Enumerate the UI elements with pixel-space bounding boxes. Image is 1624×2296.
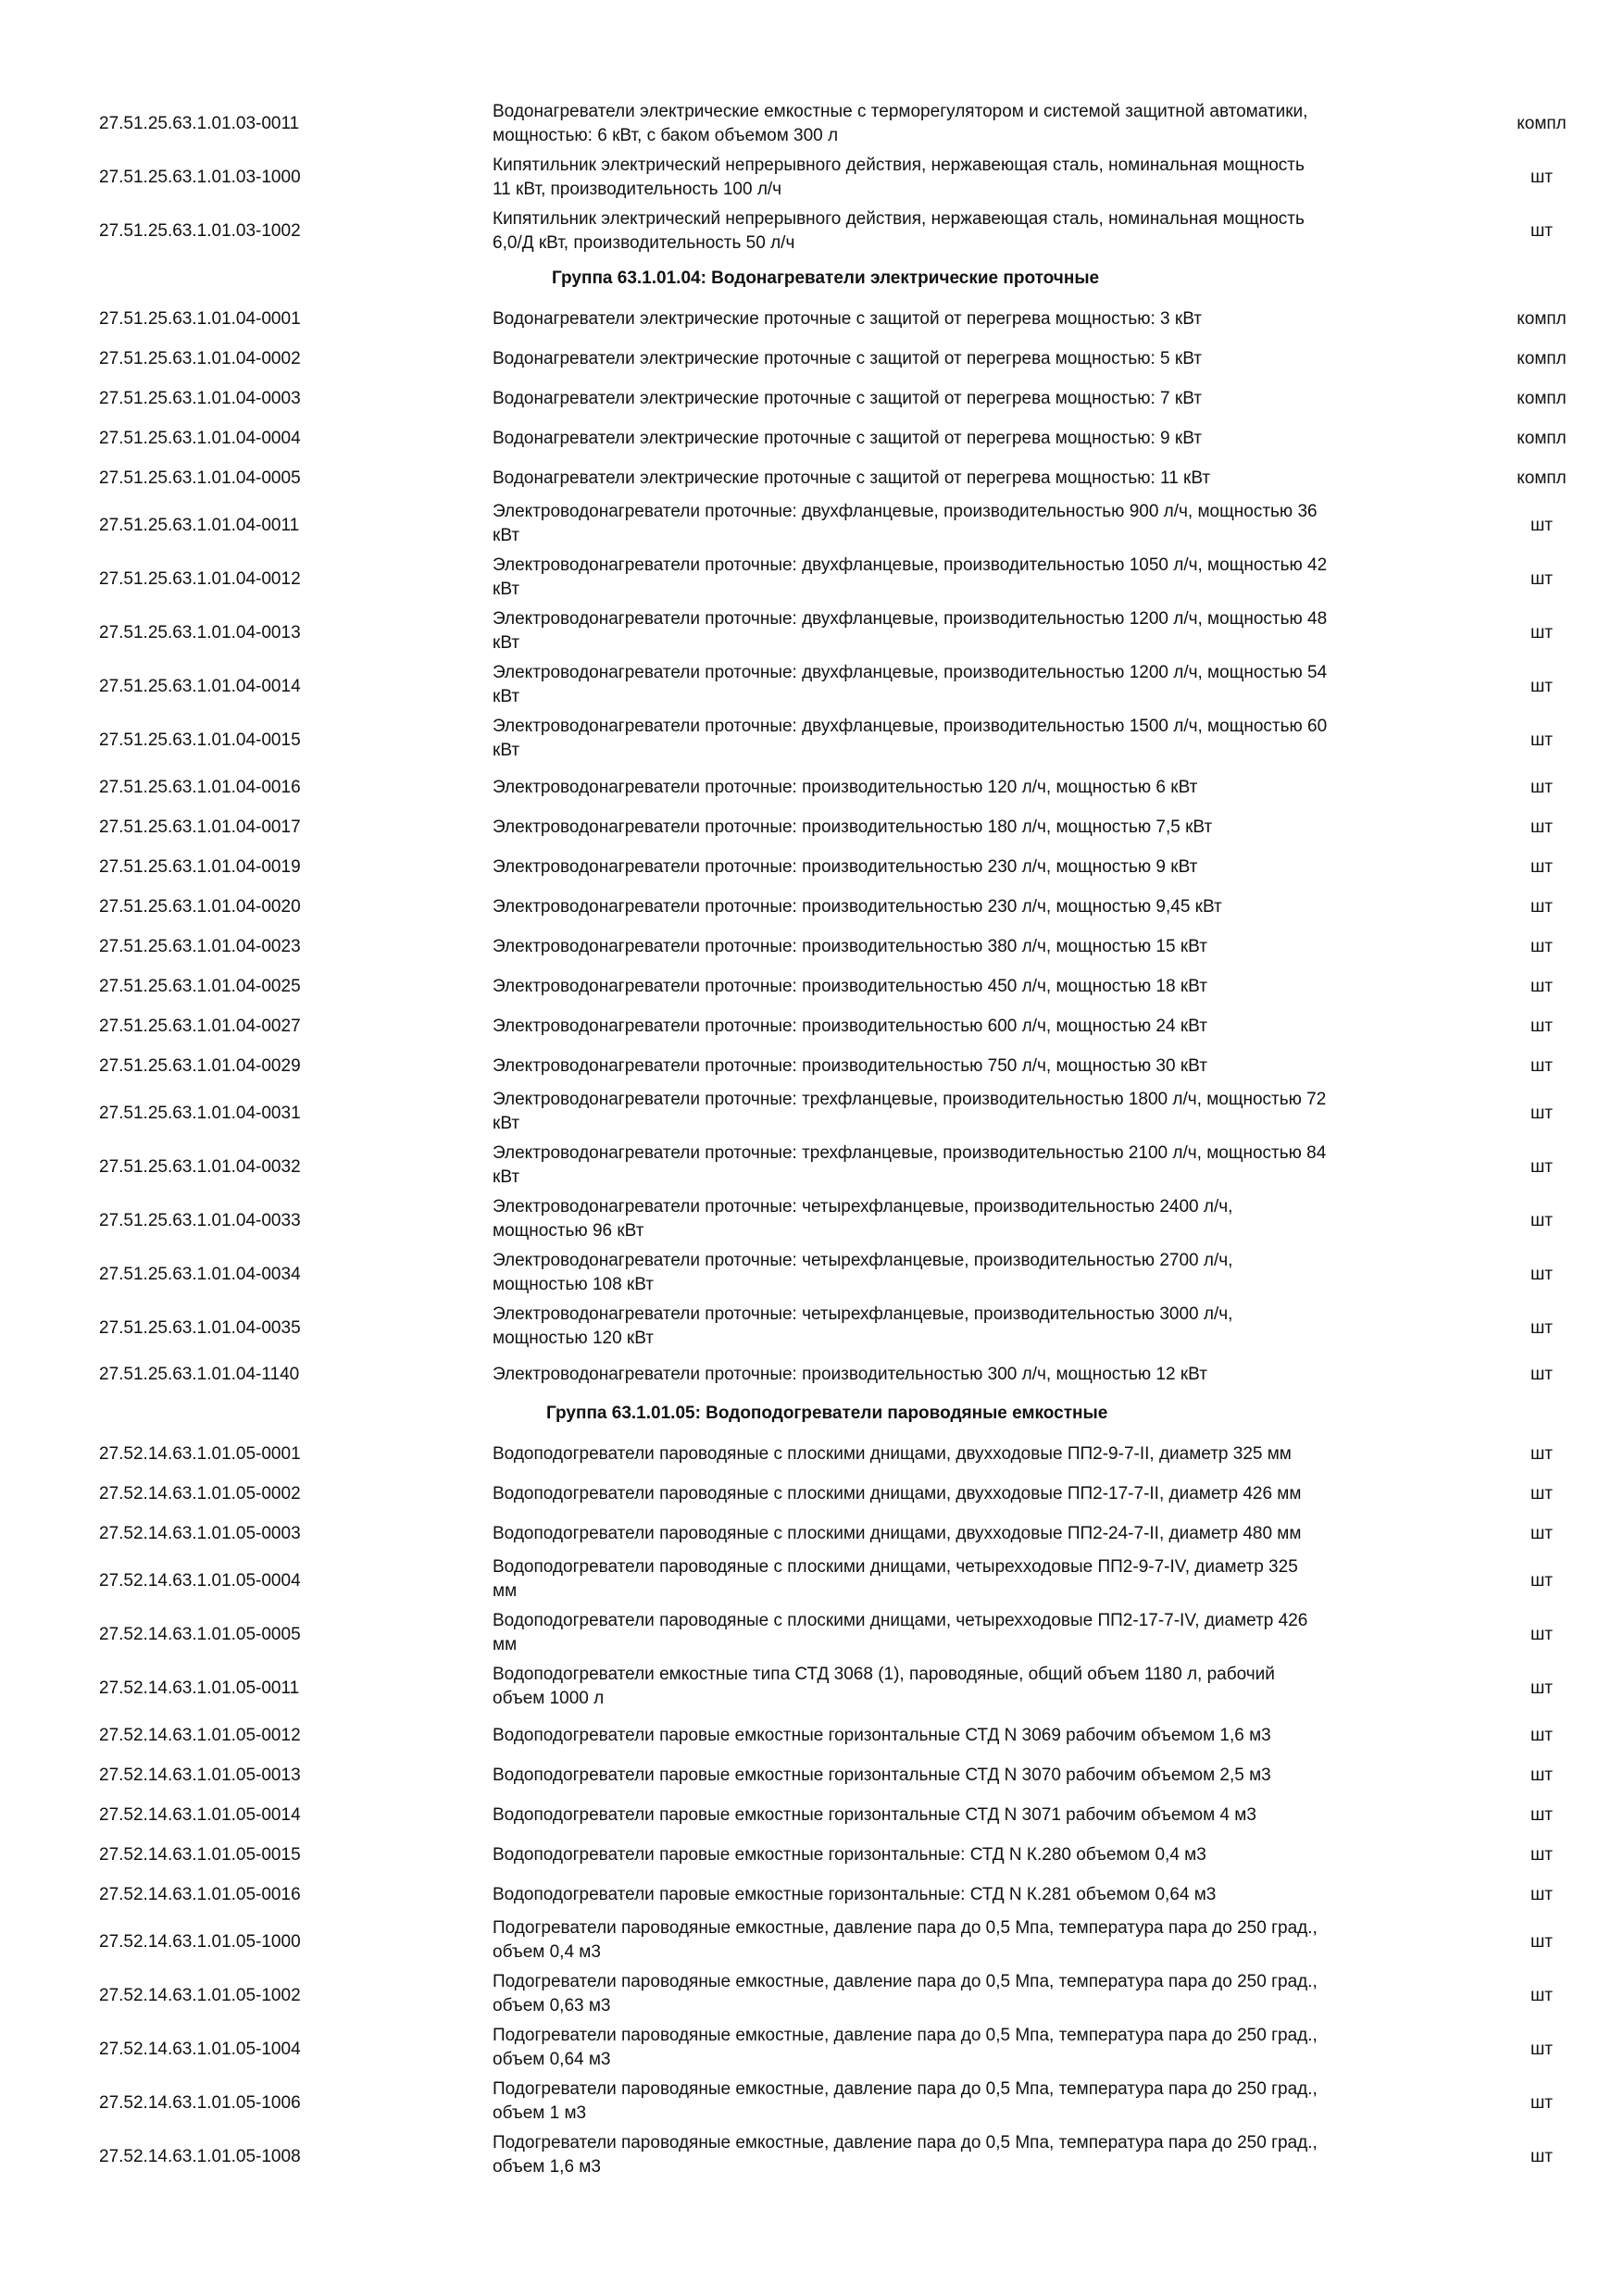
item-unit: шт (1530, 1484, 1553, 1504)
item-description: Водоподогреватели паровые емкостные горизонтальные СТД N 3069 рабочим объемом 1,6 м3 (493, 1726, 1271, 1745)
item-code: 27.51.25.63.1.01.04-0011 (99, 516, 300, 535)
item-unit: шт (1530, 2040, 1553, 2059)
item-description: Электроводонагреватели проточные: трехфланцевые, производительностью 2100 л/ч, мощностью 84 кВт (493, 1143, 1327, 1187)
item-description: Кипятильник электрический непрерывного действия, нержавеющая сталь, номинальная мощность 11 кВт, производительность 100 л/ч (493, 156, 1305, 199)
item-code: 27.51.25.63.1.01.04-0012 (99, 569, 301, 589)
item-code: 27.51.25.63.1.01.04-0013 (99, 623, 301, 643)
item-code: 27.52.14.63.1.01.05-0013 (99, 1766, 301, 1785)
item-unit: шт (1530, 1365, 1553, 1384)
item-code: 27.51.25.63.1.01.04-1140 (99, 1365, 300, 1384)
item-description: Подогреватели пароводяные емкостные, давление пара до 0,5 Мпа, температура пара до 250 град., объем 1 м3 (493, 2079, 1318, 2123)
item-unit: шт (1530, 2093, 1553, 2113)
item-code: 27.51.25.63.1.01.04-0002 (99, 349, 301, 368)
item-description: Водонагреватели электрические проточные с защитой от перегрева мощностью: 9 кВт (493, 429, 1202, 448)
item-code: 27.51.25.63.1.01.04-0004 (99, 429, 301, 448)
item-description: Водоподогреватели паровые емкостные горизонтальные СТД N 3070 рабочим объемом 2,5 м3 (493, 1766, 1271, 1785)
item-code: 27.51.25.63.1.01.04-0027 (99, 1017, 301, 1036)
item-unit: шт (1530, 937, 1553, 956)
item-unit: шт (1530, 857, 1553, 877)
item-code: 27.52.14.63.1.01.05-1004 (99, 2040, 301, 2059)
item-unit: шт (1530, 1524, 1553, 1543)
item-code: 27.52.14.63.1.01.05-0005 (99, 1625, 301, 1644)
item-unit: шт (1530, 1211, 1553, 1230)
item-unit: шт (1530, 1017, 1553, 1036)
item-code: 27.52.14.63.1.01.05-0002 (99, 1484, 301, 1504)
item-code: 27.52.14.63.1.01.05-1000 (99, 1932, 301, 1952)
item-unit: компл (1517, 468, 1567, 488)
item-code: 27.52.14.63.1.01.05-0014 (99, 1805, 301, 1825)
item-description: Электроводонагреватели проточные: четырехфланцевые, производительностью 2700 л/ч, мощностью 108 кВт (493, 1251, 1233, 1294)
item-code: 27.51.25.63.1.01.04-0033 (99, 1211, 301, 1230)
item-code: 27.51.25.63.1.01.04-0016 (99, 778, 301, 797)
item-description: Водонагреватели электрические емкостные с терморегулятором и системой защитной автоматики, мощностью: 6 кВт, с баком объемом 300 л (493, 102, 1308, 145)
item-unit: шт (1530, 569, 1553, 589)
item-unit: компл (1517, 114, 1567, 133)
item-description: Электроводонагреватели проточные: четырехфланцевые, производительностью 3000 л/ч, мощностью 120 кВт (493, 1304, 1233, 1348)
item-description: Электроводонагреватели проточные: производительностью 230 л/ч, мощностью 9 кВт (493, 857, 1198, 877)
item-description: Водоподогреватели паровые емкостные горизонтальные: СТД N К.280 объемом 0,4 м3 (493, 1845, 1206, 1865)
item-description: Электроводонагреватели проточные: двухфланцевые, производительностью 1500 л/ч, мощностью 60 кВт (493, 717, 1328, 760)
item-code: 27.51.25.63.1.01.04-0025 (99, 977, 301, 996)
item-code: 27.52.14.63.1.01.05-0015 (99, 1845, 301, 1865)
item-code: 27.51.25.63.1.01.03-0011 (99, 114, 300, 133)
item-unit: шт (1530, 2147, 1553, 2166)
item-description: Водонагреватели электрические проточные с защитой от перегрева мощностью: 11 кВт (493, 468, 1211, 488)
item-unit: шт (1530, 168, 1553, 187)
item-unit: шт (1530, 516, 1553, 535)
item-description: Электроводонагреватели проточные: производительностью 380 л/ч, мощностью 15 кВт (493, 937, 1207, 956)
item-description: Электроводонагреватели проточные: двухфланцевые, производительностью 1050 л/ч, мощностью 42 кВт (493, 555, 1328, 599)
item-code: 27.52.14.63.1.01.05-0001 (99, 1444, 301, 1464)
item-unit: шт (1530, 221, 1553, 241)
item-description: Электроводонагреватели проточные: двухфланцевые, производительностью 1200 л/ч, мощностью 54 кВт (493, 663, 1328, 706)
item-code: 27.51.25.63.1.01.04-0001 (99, 309, 301, 329)
group-heading-text: Группа 63.1.01.05: Водоподогреватели пароводяные емкостные (546, 1404, 1108, 1423)
item-code: 27.51.25.63.1.01.04-0035 (99, 1318, 301, 1338)
item-code: 27.51.25.63.1.01.04-0032 (99, 1157, 301, 1177)
item-code: 27.52.14.63.1.01.05-0011 (99, 1678, 300, 1698)
item-unit: компл (1517, 349, 1567, 368)
item-code: 27.52.14.63.1.01.05-0003 (99, 1524, 301, 1543)
item-description: Подогреватели пароводяные емкостные, давление пара до 0,5 Мпа, температура пара до 250 град., объем 1,6 м3 (493, 2133, 1318, 2177)
item-code: 27.51.25.63.1.01.04-0005 (99, 468, 301, 488)
item-description: Водонагреватели электрические проточные с защитой от перегрева мощностью: 7 кВт (493, 389, 1202, 408)
item-description: Водоподогреватели пароводяные с плоскими днищами, четырехходовые ПП2-9-7-IV, диаметр 325 мм (493, 1557, 1298, 1601)
item-description: Кипятильник электрический непрерывного действия, нержавеющая сталь, номинальная мощность 6,0/Д кВт, производительность 50 л/ч (493, 209, 1305, 253)
item-description: Электроводонагреватели проточные: производительностью 120 л/ч, мощностью 6 кВт (493, 778, 1198, 797)
item-code: 27.51.25.63.1.01.04-0020 (99, 897, 301, 917)
item-code: 27.51.25.63.1.01.03-1002 (99, 221, 301, 241)
item-description: Электроводонагреватели проточные: четырехфланцевые, производительностью 2400 л/ч, мощностью 96 кВт (493, 1197, 1233, 1241)
item-code: 27.51.25.63.1.01.04-0023 (99, 937, 301, 956)
item-description: Электроводонагреватели проточные: производительностью 450 л/ч, мощностью 18 кВт (493, 977, 1207, 996)
item-description: Электроводонагреватели проточные: двухфланцевые, производительностью 1200 л/ч, мощностью 48 кВт (493, 609, 1328, 653)
item-code: 27.52.14.63.1.01.05-1002 (99, 1986, 301, 2005)
item-code: 27.51.25.63.1.01.04-0029 (99, 1056, 301, 1076)
item-code: 27.52.14.63.1.01.05-1008 (99, 2147, 301, 2166)
item-unit: компл (1517, 389, 1567, 408)
item-unit: шт (1530, 977, 1553, 996)
item-description: Водоподогреватели пароводяные с плоскими днищами, четырехходовые ПП2-17-7-IV, диаметр 426 мм (493, 1611, 1308, 1654)
item-unit: шт (1530, 1885, 1553, 1904)
item-code: 27.52.14.63.1.01.05-0012 (99, 1726, 301, 1745)
item-unit: шт (1530, 1726, 1553, 1745)
item-description: Водоподогреватели паровые емкостные горизонтальные СТД N 3071 рабочим объемом 4 м3 (493, 1805, 1256, 1825)
group-heading-text: Группа 63.1.01.04: Водонагреватели электрические проточные (552, 268, 1100, 288)
item-description: Подогреватели пароводяные емкостные, давление пара до 0,5 Мпа, температура пара до 250 град., объем 0,63 м3 (493, 1972, 1318, 2015)
item-description: Водоподогреватели пароводяные с плоскими днищами, двухходовые ПП2-9-7-II, диаметр 325 мм (493, 1444, 1292, 1464)
item-unit: шт (1530, 1845, 1553, 1865)
item-code: 27.51.25.63.1.01.04-0019 (99, 857, 301, 877)
item-unit: шт (1530, 1104, 1553, 1123)
item-unit: шт (1530, 1805, 1553, 1825)
item-description: Электроводонагреватели проточные: производительностью 750 л/ч, мощностью 30 кВт (493, 1056, 1207, 1076)
item-description: Электроводонагреватели проточные: трехфланцевые, производительностью 1800 л/ч, мощностью 72 кВт (493, 1090, 1327, 1133)
item-unit: шт (1530, 1571, 1553, 1591)
item-description: Водоподогреватели паровые емкостные горизонтальные: СТД N К.281 объемом 0,64 м3 (493, 1885, 1217, 1904)
item-code: 27.51.25.63.1.01.03-1000 (99, 168, 301, 187)
item-description: Электроводонагреватели проточные: производительностью 600 л/ч, мощностью 24 кВт (493, 1017, 1207, 1036)
item-code: 27.51.25.63.1.01.04-0034 (99, 1265, 301, 1284)
item-code: 27.52.14.63.1.01.05-0016 (99, 1885, 301, 1904)
item-description: Подогреватели пароводяные емкостные, давление пара до 0,5 Мпа, температура пара до 250 град., объем 0,64 м3 (493, 2026, 1318, 2069)
item-code: 27.51.25.63.1.01.04-0003 (99, 389, 301, 408)
item-unit: шт (1530, 1625, 1553, 1644)
item-unit: шт (1530, 1056, 1553, 1076)
item-description: Электроводонагреватели проточные: производительностью 230 л/ч, мощностью 9,45 кВт (493, 897, 1222, 917)
item-code: 27.52.14.63.1.01.05-0004 (99, 1571, 301, 1591)
item-unit: шт (1530, 817, 1553, 837)
item-unit: шт (1530, 1986, 1553, 2005)
item-unit: шт (1530, 1265, 1553, 1284)
item-unit: шт (1530, 1678, 1553, 1698)
item-description: Водоподогреватели пароводяные с плоскими днищами, двухходовые ПП2-24-7-II, диаметр 480 мм (493, 1524, 1302, 1543)
item-unit: шт (1530, 1444, 1553, 1464)
item-unit: шт (1530, 1766, 1553, 1785)
item-description: Водоподогреватели пароводяные с плоскими днищами, двухходовые ПП2-17-7-II, диаметр 426 мм (493, 1484, 1302, 1504)
item-code: 27.51.25.63.1.01.04-0017 (99, 817, 301, 837)
item-description: Электроводонагреватели проточные: производительностью 300 л/ч, мощностью 12 кВт (493, 1365, 1207, 1384)
item-unit: шт (1530, 778, 1553, 797)
item-unit: шт (1530, 1157, 1553, 1177)
item-unit: шт (1530, 677, 1553, 696)
item-unit: шт (1530, 897, 1553, 917)
item-description: Водоподогреватели емкостные типа СТД 3068 (1), пароводяные, общий объем 1180 л, рабочий объем 1000 л (493, 1665, 1275, 1708)
item-unit: компл (1517, 429, 1567, 448)
item-unit: шт (1530, 1932, 1553, 1952)
item-description: Подогреватели пароводяные емкостные, давление пара до 0,5 Мпа, температура пара до 250 град., объем 0,4 м3 (493, 1918, 1318, 1962)
item-description: Электроводонагреватели проточные: производительностью 180 л/ч, мощностью 7,5 кВт (493, 817, 1213, 837)
item-code: 27.51.25.63.1.01.04-0015 (99, 730, 301, 750)
item-unit: шт (1530, 730, 1553, 750)
item-code: 27.52.14.63.1.01.05-1006 (99, 2093, 301, 2113)
item-unit: компл (1517, 309, 1567, 329)
item-unit: шт (1530, 1318, 1553, 1338)
item-code: 27.51.25.63.1.01.04-0014 (99, 677, 301, 696)
item-unit: шт (1530, 623, 1553, 643)
item-description: Водонагреватели электрические проточные с защитой от перегрева мощностью: 3 кВт (493, 309, 1202, 329)
item-description: Водонагреватели электрические проточные с защитой от перегрева мощностью: 5 кВт (493, 349, 1202, 368)
item-description: Электроводонагреватели проточные: двухфланцевые, производительностью 900 л/ч, мощностью 36 кВт (493, 502, 1318, 545)
item-code: 27.51.25.63.1.01.04-0031 (99, 1104, 301, 1123)
